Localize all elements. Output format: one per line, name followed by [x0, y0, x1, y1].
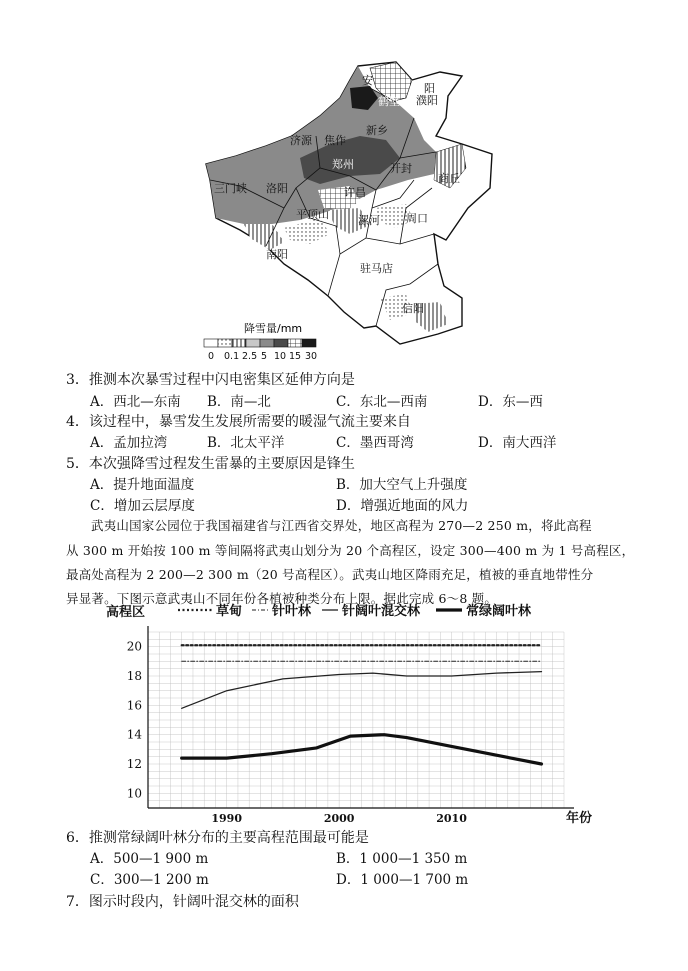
q5-option-b: B．加大空气上升强度 — [336, 477, 468, 493]
label-jiyuan: 济源 — [290, 134, 312, 147]
label-xuchang: 许昌 — [344, 186, 366, 199]
legend-tick-3: 5 — [261, 351, 268, 362]
legend-label-1: 针叶林 — [272, 604, 312, 619]
passage-line-3: 最高处高程为 2 200—2 300 m（20 号高程区）。武夷山地区降雨充足，植被的垂直地带性分 — [66, 567, 594, 582]
vegetation-upper-limit-chart — [96, 602, 596, 828]
q7-stem: 7．图示时段内，针阔叶混交林的面积 — [66, 894, 299, 910]
label-zhoukou: 周口 — [406, 212, 428, 225]
q4-option-c: C．墨西哥湾 — [336, 435, 414, 451]
q6-stem: 6．推测常绿阔叶林分布的主要高程范围最可能是 — [66, 830, 369, 846]
legend-label-0: 草甸 — [216, 604, 243, 619]
q6-option-d: D．1 000—1 700 m — [336, 872, 469, 888]
passage-line-4: 异显著。下图示意武夷山不同年份各植被种类分布上限。据此完成 6～8 题。 — [66, 591, 498, 606]
q4-option-d: D．南大西洋 — [478, 435, 557, 451]
passage-line-1: 武夷山国家公园位于我国福建省与江西省交界处，地区高程为 270—2 250 m，将此高程 — [91, 518, 592, 533]
q5-option-a: A．提升地面温度 — [90, 477, 195, 493]
label-xinyang: 信阳 — [402, 302, 424, 315]
q4-option-b: B．北太平洋 — [207, 435, 285, 451]
label-luohe: 漯河 — [358, 214, 380, 227]
q4-option-a: A．孟加拉湾 — [90, 435, 168, 451]
legend-tick-6: 30 — [305, 351, 318, 362]
legend-tick-4: 10 — [274, 351, 287, 362]
q6-option-c: C．300—1 200 m — [90, 872, 209, 888]
q3-stem: 3．推测本次暴雪过程中闪电密集区延伸方向是 — [66, 372, 355, 388]
x-tick-label: 2000 — [323, 812, 355, 825]
label-yang: 阳 — [424, 82, 435, 95]
label-pingdingshan: 平顶山 — [296, 208, 329, 221]
q5-stem: 5．本次强降雪过程发生雷暴的主要原因是锋生 — [66, 456, 355, 472]
y-tick-label: 18 — [126, 669, 142, 683]
label-sanmenxia: 三门峡 — [214, 182, 247, 195]
legend-tick-0: 0 — [208, 351, 215, 362]
q3-option-b: B．南—北 — [207, 394, 271, 410]
x-tick-label: 1990 — [211, 812, 243, 825]
y-tick-label: 12 — [126, 757, 142, 771]
y-axis-label: 高程区 — [106, 605, 146, 620]
legend-tick-1: 0.1 — [224, 351, 240, 362]
q3-option-a: A．西北—东南 — [90, 394, 181, 410]
label-zhengzhou: 郑州 — [332, 158, 354, 171]
q5-option-d: D．增强近地面的风力 — [336, 498, 469, 514]
q5-option-c: C．增加云层厚度 — [90, 498, 195, 514]
label-nanyang: 南阳 — [266, 248, 288, 261]
x-tick-label: 2010 — [436, 812, 467, 825]
legend-label-2: 针阔叶混交林 — [342, 604, 421, 619]
legend-tick-5: 15 — [289, 351, 302, 362]
henan-snowfall-map — [200, 58, 500, 368]
legend-tick-2: 2.5 — [242, 351, 258, 362]
x-axis-label: 年份 — [566, 811, 593, 826]
label-kaifeng: 开封 — [390, 162, 412, 175]
q3-option-c: C．东北—西南 — [336, 394, 428, 410]
q6-option-a: A．500—1 900 m — [90, 851, 209, 867]
q3-option-d: D．东—西 — [478, 394, 543, 410]
label-luoyang: 洛阳 — [266, 182, 288, 195]
y-tick-label: 14 — [126, 727, 142, 742]
label-xinxiang: 新乡 — [366, 124, 388, 137]
label-anyang: 安 — [362, 74, 373, 87]
label-hebi: 鹤壁 — [378, 95, 400, 108]
legend-label-3: 常绿阔叶林 — [466, 604, 532, 619]
q4-stem: 4．该过程中，暴雪发生发展所需要的暖湿气流主要来自 — [66, 414, 411, 430]
legend-title: 降雪量/mm — [244, 322, 303, 335]
passage-line-2: 从 300 m 开始按 100 m 等间隔将武夷山划分为 20 个高程区，设定 300—400 m 为 1 号高程区， — [66, 543, 635, 558]
label-puyang: 濮阳 — [416, 94, 438, 107]
label-zhumadian: 驻马店 — [360, 262, 393, 275]
label-jiaozuo: 焦作 — [324, 134, 346, 147]
legend-swatches — [204, 339, 316, 347]
y-tick-label: 16 — [126, 698, 142, 713]
label-shangqiu: 商丘 — [438, 172, 460, 185]
y-tick-label: 10 — [126, 786, 142, 801]
y-tick-label: 20 — [126, 639, 142, 654]
q6-option-b: B．1 000—1 350 m — [336, 851, 468, 867]
